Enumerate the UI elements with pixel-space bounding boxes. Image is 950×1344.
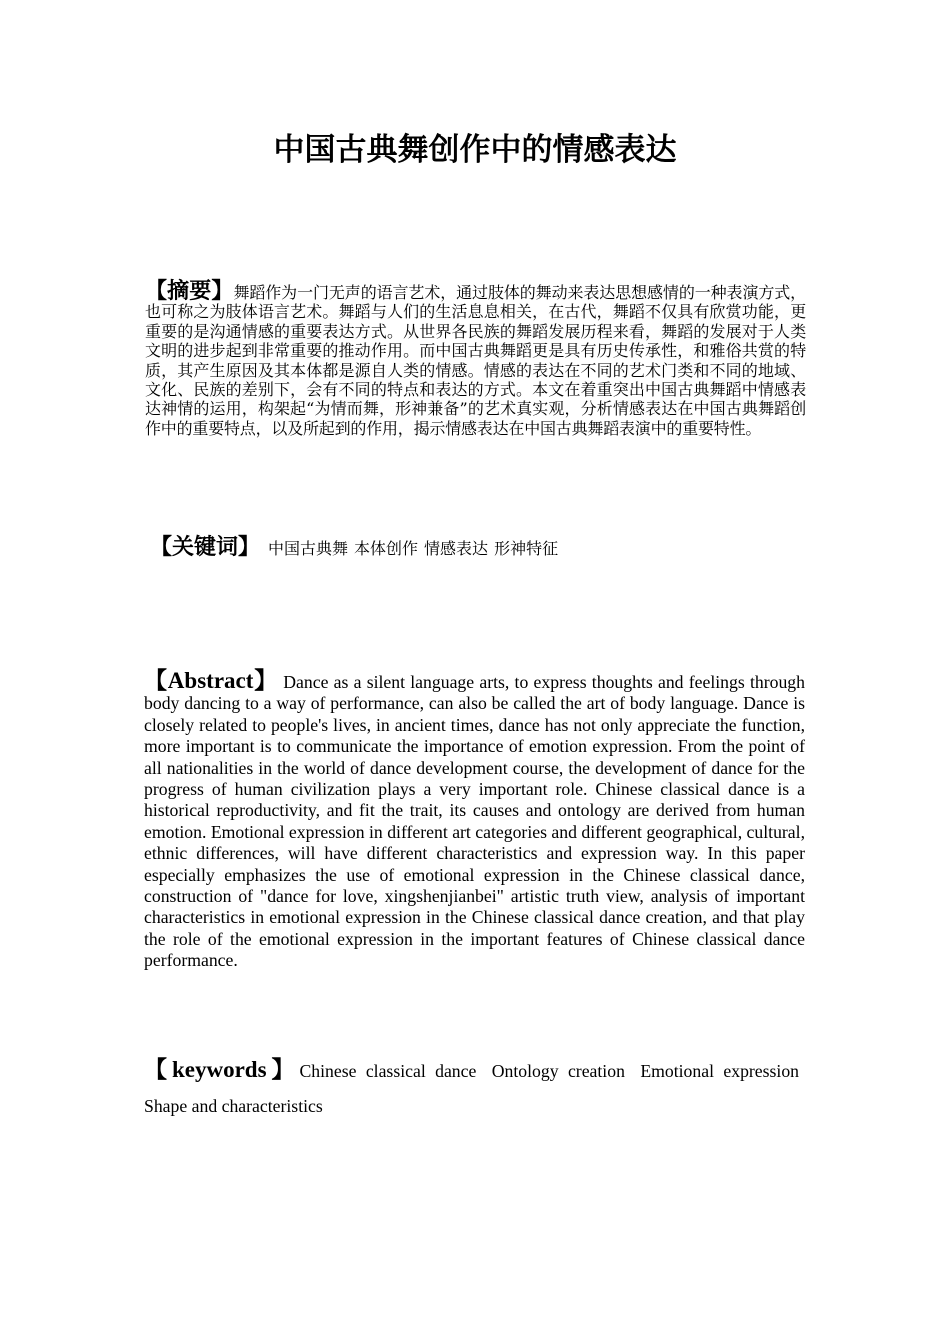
abstract-en-text: Dance as a silent language arts, to express thoughts and feelings through body dancing to a way of performance, can also be called the art of body language. Dance is closely related to people's lives, in ancient times, dance has not only appreciate the function, more important is to communicate the importance of emotion expression. From the point of all nationalities in the world of dance development course, the development of dance for the progress of human civilization plays a very important role. Chinese classical dance is a historical reproductivity, and fit the trait, its causes and ontology are derived from human emotion. Emotional expression in different art categories and different geographical, cultural, ethnic differences, will have different characteristics and expression way. In this paper especially emphasizes the use of emotional expression in the Chinese classical dance, construction of "dance for love, xingshenjianbei" artistic truth view, analysis of important characteristics in emotional expression in the Chinese classical dance creation, and that play the role of the emotional expression in the important features of Chinese classical dance performance. — [144, 672, 805, 971]
abstract-en — [144, 670, 805, 972]
abstract-en-label: 【Abstract】 — [144, 668, 279, 693]
abstract-cn — [145, 279, 806, 438]
keywords-cn — [150, 532, 810, 565]
keyword-cn-item: 形神特征 — [494, 539, 559, 558]
keyword-cn-item: 中国古典舞 — [268, 539, 349, 558]
page-title: 中国古典舞创作中的情感表达 — [273, 132, 677, 168]
keywords-en — [144, 1052, 805, 1124]
abstract-cn-label: 【摘要】 — [145, 279, 234, 304]
keyword-en-item: Emotional expression — [640, 1061, 800, 1081]
keyword-en-item: Shape and characteristics — [144, 1096, 323, 1116]
keyword-cn-item: 情感表达 — [424, 539, 489, 558]
keywords-en-label: 【keywords】 — [144, 1057, 300, 1082]
abstract-cn-text: 舞蹈作为一门无声的语言艺术，通过肢体的舞动来表达思想感情的一种表演方式，也可称之为肢体语言艺术。舞蹈与人们的生活息息相关，在古代，舞蹈不仅具有欣赏功能，更重要的是沟通情感的重要表达方式。从世界各民族的舞蹈发展历程来看，舞蹈的发展对于人类文明的进步起到非常重要的推动作用。而中国古典舞蹈更是具有历史传承性，和雅俗共赏的特质，其产生原因及其本体都是源自人类的情感。情感的表达在不同的艺术门类和不同的地域、文化、民族的差别下，会有不同的特点和表达的方式。本文在着重突出中国古典舞蹈中情感表达神情的运用，构架起“为情而舞，形神兼备”的艺术真实观，分析情感表达在中国古典舞蹈创作中的重要特点，以及所起到的作用，揭示情感表达在中国古典舞蹈表演中的重要特性。 — [145, 283, 806, 438]
keyword-en-item: Chinese classical dance — [299, 1061, 477, 1081]
keyword-cn-item: 本体创作 — [354, 539, 419, 558]
keywords-cn-label: 【关键词】 — [150, 535, 261, 560]
keyword-en-item: Ontology creation — [491, 1061, 625, 1081]
